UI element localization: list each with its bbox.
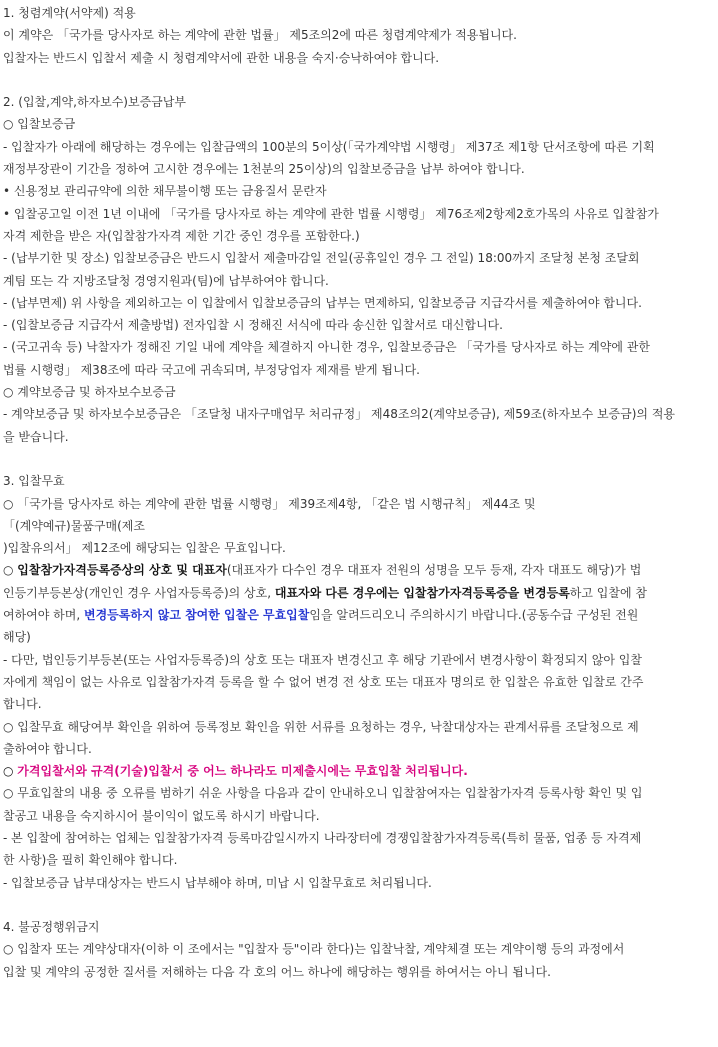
spacer: [3, 448, 715, 470]
text-run: 하고 입찰에 참: [569, 585, 647, 600]
text-run: (대표자가 다수인 경우 대표자 전원의 성명을 모두 등재, 각자 대표도 해당)가 법: [226, 563, 642, 578]
paragraph-line: 입찰 및 계약의 공정한 질서를 저해하는 다음 각 호의 어느 하나에 해당하는 행위를 하여서는 아니 됩니다.: [3, 964, 551, 979]
paragraph-line: 계팀 또는 각 지방조달청 경영지원과(팀)에 납부하여야 합니다.: [3, 273, 329, 288]
paragraph-line: 자에게 책임이 없는 사유로 입찰참가자격 등록을 할 수 없어 변경 전 상호 또는 대표자 명의로 한 입찰은 유효한 입찰로 간주: [3, 674, 644, 689]
section-4-heading: 4. 불공정행위금지: [3, 920, 100, 935]
paragraph-line: 찰공고 내용을 숙지하시어 불이익이 없도록 하시기 바랍니다.: [3, 808, 320, 823]
paragraph-line: 자격 제한을 받은 자(입찰참가자격 제한 기간 중인 경우를 포함한다.): [3, 228, 360, 243]
paragraph-line: ○ 「국가를 당사자로 하는 계약에 관한 법률 시행령」 제39조제4항, 「같은 법 시행규칙」 제44조 및: [3, 496, 536, 511]
paragraph-line: 을 받습니다.: [3, 429, 69, 444]
emphasis-text: 대표자와 다른 경우에는 입찰참가자격등록증을 변경등록: [274, 585, 570, 600]
paragraph-line: - (납부면제) 위 사항을 제외하고는 이 입찰에서 입찰보증금의 납부는 면제하되, 입찰보증금 지급각서를 제출하여야 합니다.: [3, 295, 642, 310]
circle-marker: ○: [3, 563, 18, 578]
paragraph-line: ○ 무효입찰의 내용 중 오류를 범하기 쉬운 사항을 다음과 같이 안내하오니 입찰참여자는 입찰참가자격 등록사항 확인 및 입: [3, 786, 643, 801]
paragraph-line: 이 계약은 「국가를 당사자로 하는 계약에 관한 법률」 제5조의2에 따른 청렴계약제가 적용됩니다.: [3, 28, 517, 43]
paragraph-line: [3, 604, 715, 626]
spacer: [3, 894, 715, 916]
paragraph-line: 「(계약예규)물품구매(제조: [3, 518, 145, 533]
text-run: 여하여야 하며,: [3, 608, 84, 623]
paragraph-line: 한 사항)을 필히 확인해야 합니다.: [3, 853, 178, 868]
paragraph-line: 법률 시행령」 제38조에 따라 국고에 귀속되며, 부정당업자 제재를 받게 됩니다.: [3, 362, 420, 377]
paragraph-line: ○ 입찰자 또는 계약상대자(이하 이 조에서는 "입찰자 등"이라 한다)는 입찰낙찰, 계약체결 또는 계약이행 등의 과정에서: [3, 942, 625, 957]
paragraph-line: - 입찰보증금 납부대상자는 반드시 납부해야 하며, 미납 시 입찰무효로 처리됩니다.: [3, 875, 432, 890]
bullet-item: • 신용정보 관리규약에 의한 채무불이행 또는 금융질서 문란자: [3, 184, 327, 199]
paragraph-line: [3, 760, 715, 782]
section-3-heading: 3. 입찰무효: [3, 474, 65, 489]
spacer: [3, 69, 715, 91]
paragraph-line: 합니다.: [3, 697, 42, 712]
bullet-item: • 입찰공고일 이전 1년 이내에 「국가를 당사자로 하는 계약에 관한 법률 시행령」 제76조제2항제2호가목의 사유로 입찰참가: [3, 206, 659, 221]
paragraph-line: ○ 입찰무효 해당여부 확인을 위하여 등록정보 확인을 위한 서류를 요청하는 경우, 낙찰대상자는 관계서류를 조달청으로 제: [3, 719, 639, 734]
section-1-heading: 1. 청렴계약(서약제) 적용: [3, 6, 136, 20]
paragraph-line: - (납부기한 및 장소) 입찰보증금은 반드시 입찰서 제출마감일 전일(공휴일인 경우 그 전일) 18:00까지 조달청 본청 조달회: [3, 251, 640, 266]
text-run: 임을 알려드리오니 주의하시기 바랍니다.(공동수급 구성된 전원: [309, 608, 639, 623]
paragraph-line: )입찰유의서」 제12조에 해당되는 입찰은 무효입니다.: [3, 541, 286, 556]
paragraph-line: 재정부장관이 기간을 정하여 고시한 경우에는 1천분의 25이상)의 입찰보증금을 납부 하여야 합니다.: [3, 162, 525, 177]
subsection-heading: ○ 입찰보증금: [3, 117, 76, 132]
circle-marker: ○: [3, 764, 18, 779]
paragraph-line: [3, 582, 715, 604]
paragraph-line: - 계약보증금 및 하자보수보증금은 「조달청 내자구매업무 처리규정」 제48조의2(계약보증금), 제59조(하자보수 보증금)의 적용: [3, 407, 676, 422]
paragraph-line: - 다만, 법인등기부등본(또는 사업자등록증)의 상호 또는 대표자 변경신고 후 해당 기관에서 변경사항이 확정되지 않아 입찰: [3, 652, 642, 667]
subsection-heading: ○ 계약보증금 및 하자보수보증금: [3, 385, 176, 400]
paragraph-line: 출하여야 합니다.: [3, 741, 92, 756]
paragraph-line: - (국고귀속 등) 낙찰자가 정해진 기일 내에 계약을 체결하지 아니한 경우, 입찰보증금은 「국가를 당사자로 하는 계약에 관한: [3, 340, 650, 355]
emphasis-text: 입찰참가자격등록증상의 상호 및 대표자: [17, 563, 227, 578]
paragraph-line: - 본 입찰에 참여하는 업체는 입찰참가자격 등록마감일시까지 나라장터에 경쟁입찰참가자격등록(특히 물품, 업종 등 자격제: [3, 830, 642, 845]
warning-text-pink: 가격입찰서와 규격(기술)입찰서 중 어느 하나라도 미제출시에는 무효입찰 처리됩니다.: [17, 764, 468, 779]
warning-text-blue: 변경등록하지 않고 참여한 입찰은 무효입찰: [84, 608, 310, 623]
paragraph-line: - (입찰보증금 지급각서 제출방법) 전자입찰 시 정해진 서식에 따라 송신한 입찰서로 대신합니다.: [3, 318, 503, 333]
section-2-heading: 2. (입찰,계약,하자보수)보증금납부: [3, 95, 186, 110]
paragraph-line: - 입찰자가 아래에 해당하는 경우에는 입찰금액의 100분의 5이상(「국가계약법 시행령」 제37조 제1항 단서조항에 따른 기획: [3, 139, 655, 154]
text-run: 인등기부등본상(개인인 경우 사업자등록증)의 상호,: [3, 585, 275, 600]
paragraph-line: [3, 559, 715, 581]
paragraph-line: 입찰자는 반드시 입찰서 제출 시 청렴계약서에 관한 내용을 숙지·승낙하여야 합니다.: [3, 50, 440, 65]
paragraph-line: 해당): [3, 630, 31, 645]
